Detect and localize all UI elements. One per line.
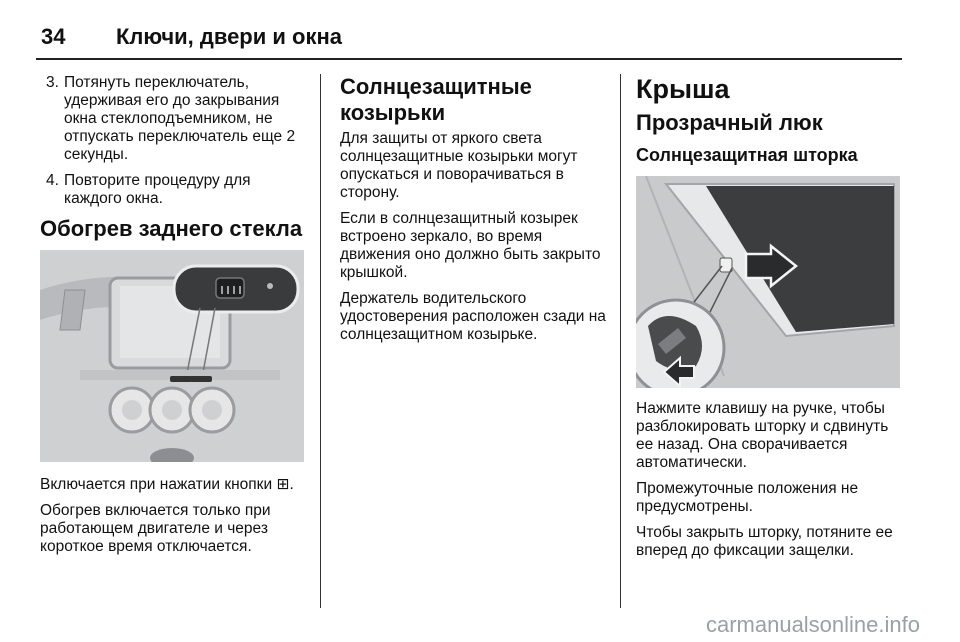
section-title-sun-visors: Солнцезащитные козырьки	[340, 74, 532, 125]
subsection-title-sunroof: Прозрачный люк	[636, 110, 823, 135]
rear-window-heater-icon: ⊞	[276, 476, 290, 493]
rear-heater-illustration	[40, 250, 304, 462]
page-number: 34	[41, 24, 66, 49]
steps-list	[40, 74, 306, 208]
column-middle	[340, 74, 610, 352]
paragraph: Держатель водительского удостоверения расположен сзади на солнцезащитном козырьке.	[340, 290, 606, 343]
subsection-title-sunshade: Солнцезащитная шторка	[636, 145, 858, 165]
paragraph: Если в солнцезащитный козырек встроено зеркало, во время движения оно должно быть закрыто крышкой.	[340, 210, 601, 281]
section-title-rear-heater: Обогрев заднего стекла	[40, 216, 303, 241]
column-left	[40, 74, 306, 564]
step-number: 3.	[46, 74, 59, 91]
column-divider	[620, 74, 621, 608]
caption-rear-heater-info: Обогрев включается только при работающем двигателе и через короткое время отключается.	[40, 502, 271, 555]
paragraph: Чтобы закрыть шторку, потяните ее вперед до фиксации защелки.	[636, 524, 893, 559]
list-item	[40, 172, 306, 208]
column-divider	[320, 74, 321, 608]
page-title: Ключи, двери и окна	[116, 24, 342, 49]
step-text: Повторите процедуру для каждого окна.	[64, 172, 251, 207]
section-title-roof: Крыша	[636, 74, 730, 104]
step-text: Потянуть переключатель, удерживая его до закрывания окна стеклоподъемником, не отпускать переключатель еще 2 секунды.	[64, 74, 296, 163]
page-header	[36, 14, 916, 60]
paragraph: Для защиты от яркого света солнцезащитные козырьки могут опускаться и поворачиваться в сторону.	[340, 130, 578, 201]
column-right	[636, 74, 906, 568]
watermark: carmanualsonline.info	[705, 612, 920, 637]
list-item	[40, 74, 306, 164]
sunshade-illustration	[636, 176, 900, 388]
header-divider	[36, 58, 902, 60]
caption-rear-heater: Включается при нажатии кнопки ⊞.	[40, 476, 294, 493]
paragraph: Промежуточные положения не предусмотрены.	[636, 480, 859, 515]
paragraph: Нажмите клавишу на ручке, чтобы разблокировать шторку и сдвинуть ее назад. Она сворачивается автоматически.	[636, 400, 889, 471]
step-number: 4.	[46, 172, 59, 189]
